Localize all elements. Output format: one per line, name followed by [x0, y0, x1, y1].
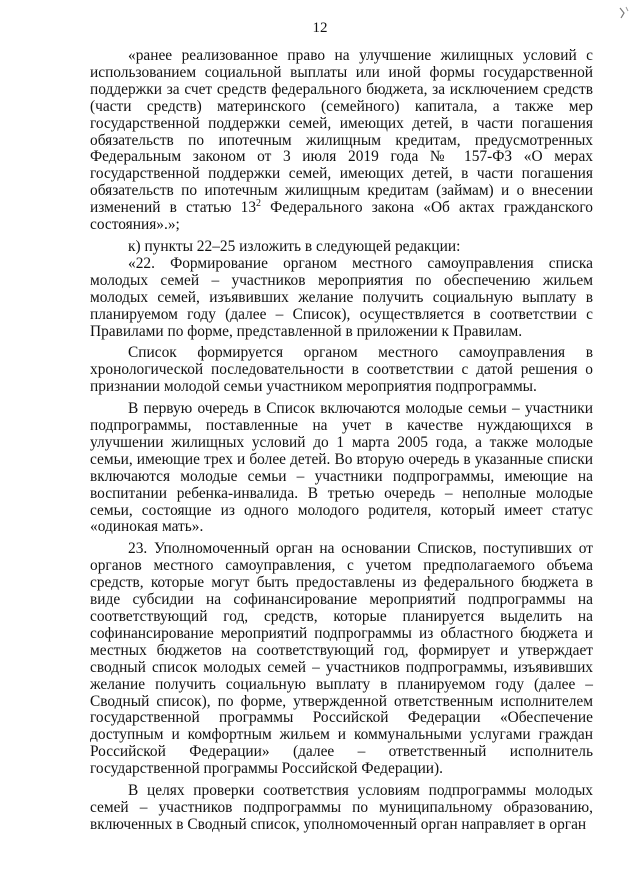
paragraph-text: «ранее реализованное право на улучшение жилищных условий с использованием социальной выплаты или иной формы государственной поддержки за счет средств федерального бюджета, за исключением средств (части средств) материнского (семейного) капитала, а также мер государственной поддержки семей, имеющих детей, в части погашения обязательств по ипотечным жилищным кредитам, предусмотренных Федеральным законом от 3 июля 2019 года № 157-ФЗ «О мерах государственной поддержки семей, имеющих детей, в части погашения обязательств по ипотечным жилищным кредитам (займам) и о внесении изменений в статью 13	[90, 47, 593, 217]
paragraph-22: «22. Формирование органом местного самоуправления списка молодых семей – участников мероприятия по обеспечению жильем молодых семей, изъявивших желание получить социальную выплату в планируемом году (далее – Список), осуществляется в соответствии с Правилами по форме, представленной в приложении к Правилам.	[90, 254, 593, 340]
paragraph-priority: В первую очередь в Список включаются молодые семьи – участники подпрограммы, поставленные на учет в качестве нуждающихся в улучшении жилищных условий до 1 марта 2005 года, а также молодые семьи, имеющие трех и более детей. Во вторую очередь в указанные списки включаются молодые семьи – участники подпрограммы, имеющие на воспитании ребенка-инвалида. В третью очередь – неполные молодые семьи, состоящие из одного молодого родителя, который имеет статус «одинокая мать».	[90, 400, 593, 536]
paragraph-list-formation: Список формируется органом местного самоуправления в хронологической последовательности в соответствии с датой решения о признании молодой семьи участником мероприятия подпрограммы.	[90, 344, 593, 396]
paragraph-item-k: к) пункты 22–25 изложить в следующей редакции:	[128, 237, 461, 255]
superscript: 2	[256, 198, 262, 210]
document-body	[90, 48, 593, 839]
page-number: 12	[312, 20, 328, 36]
paragraph-verification: В целях проверки соответствия условиям подпрограммы молодых семей – участников подпрограммы по муниципальному образованию, включенных в Сводный список, уполномоченный орган направляет в орган	[90, 782, 593, 833]
paragraph-prior-right	[90, 48, 593, 234]
paragraph-23: 23. Уполномоченный орган на основании Списков, поступивших от органов местного самоуправления, с учетом предполагаемого объема средств, которые могут быть предоставлены из федерального бюджета в виде субсидии на софинансирование мероприятий подпрограммы на соответствующий год, средств, которые планируется выделить на софинансирование мероприятий подпрограммы из областного бюджета и местных бюджетов на соответствующий год, формирует и утверждает сводный список молодых семей – участников подпрограммы, изъявивших желание получить социальную выплату в планируемом году (далее – Сводный список), по форме, утвержденной ответственным исполнителем государственной программы Российской Федерации «Обеспечение доступным и комфортным жильем и коммунальными услугами граждан Российской Федерации» (далее – ответственный исполнитель государственной программы Российской Федерации).	[90, 540, 593, 778]
corner-mark-icon	[618, 6, 630, 20]
paragraph-tail: Федерального закона «Об актах гражданского состояния».»;	[90, 199, 593, 234]
